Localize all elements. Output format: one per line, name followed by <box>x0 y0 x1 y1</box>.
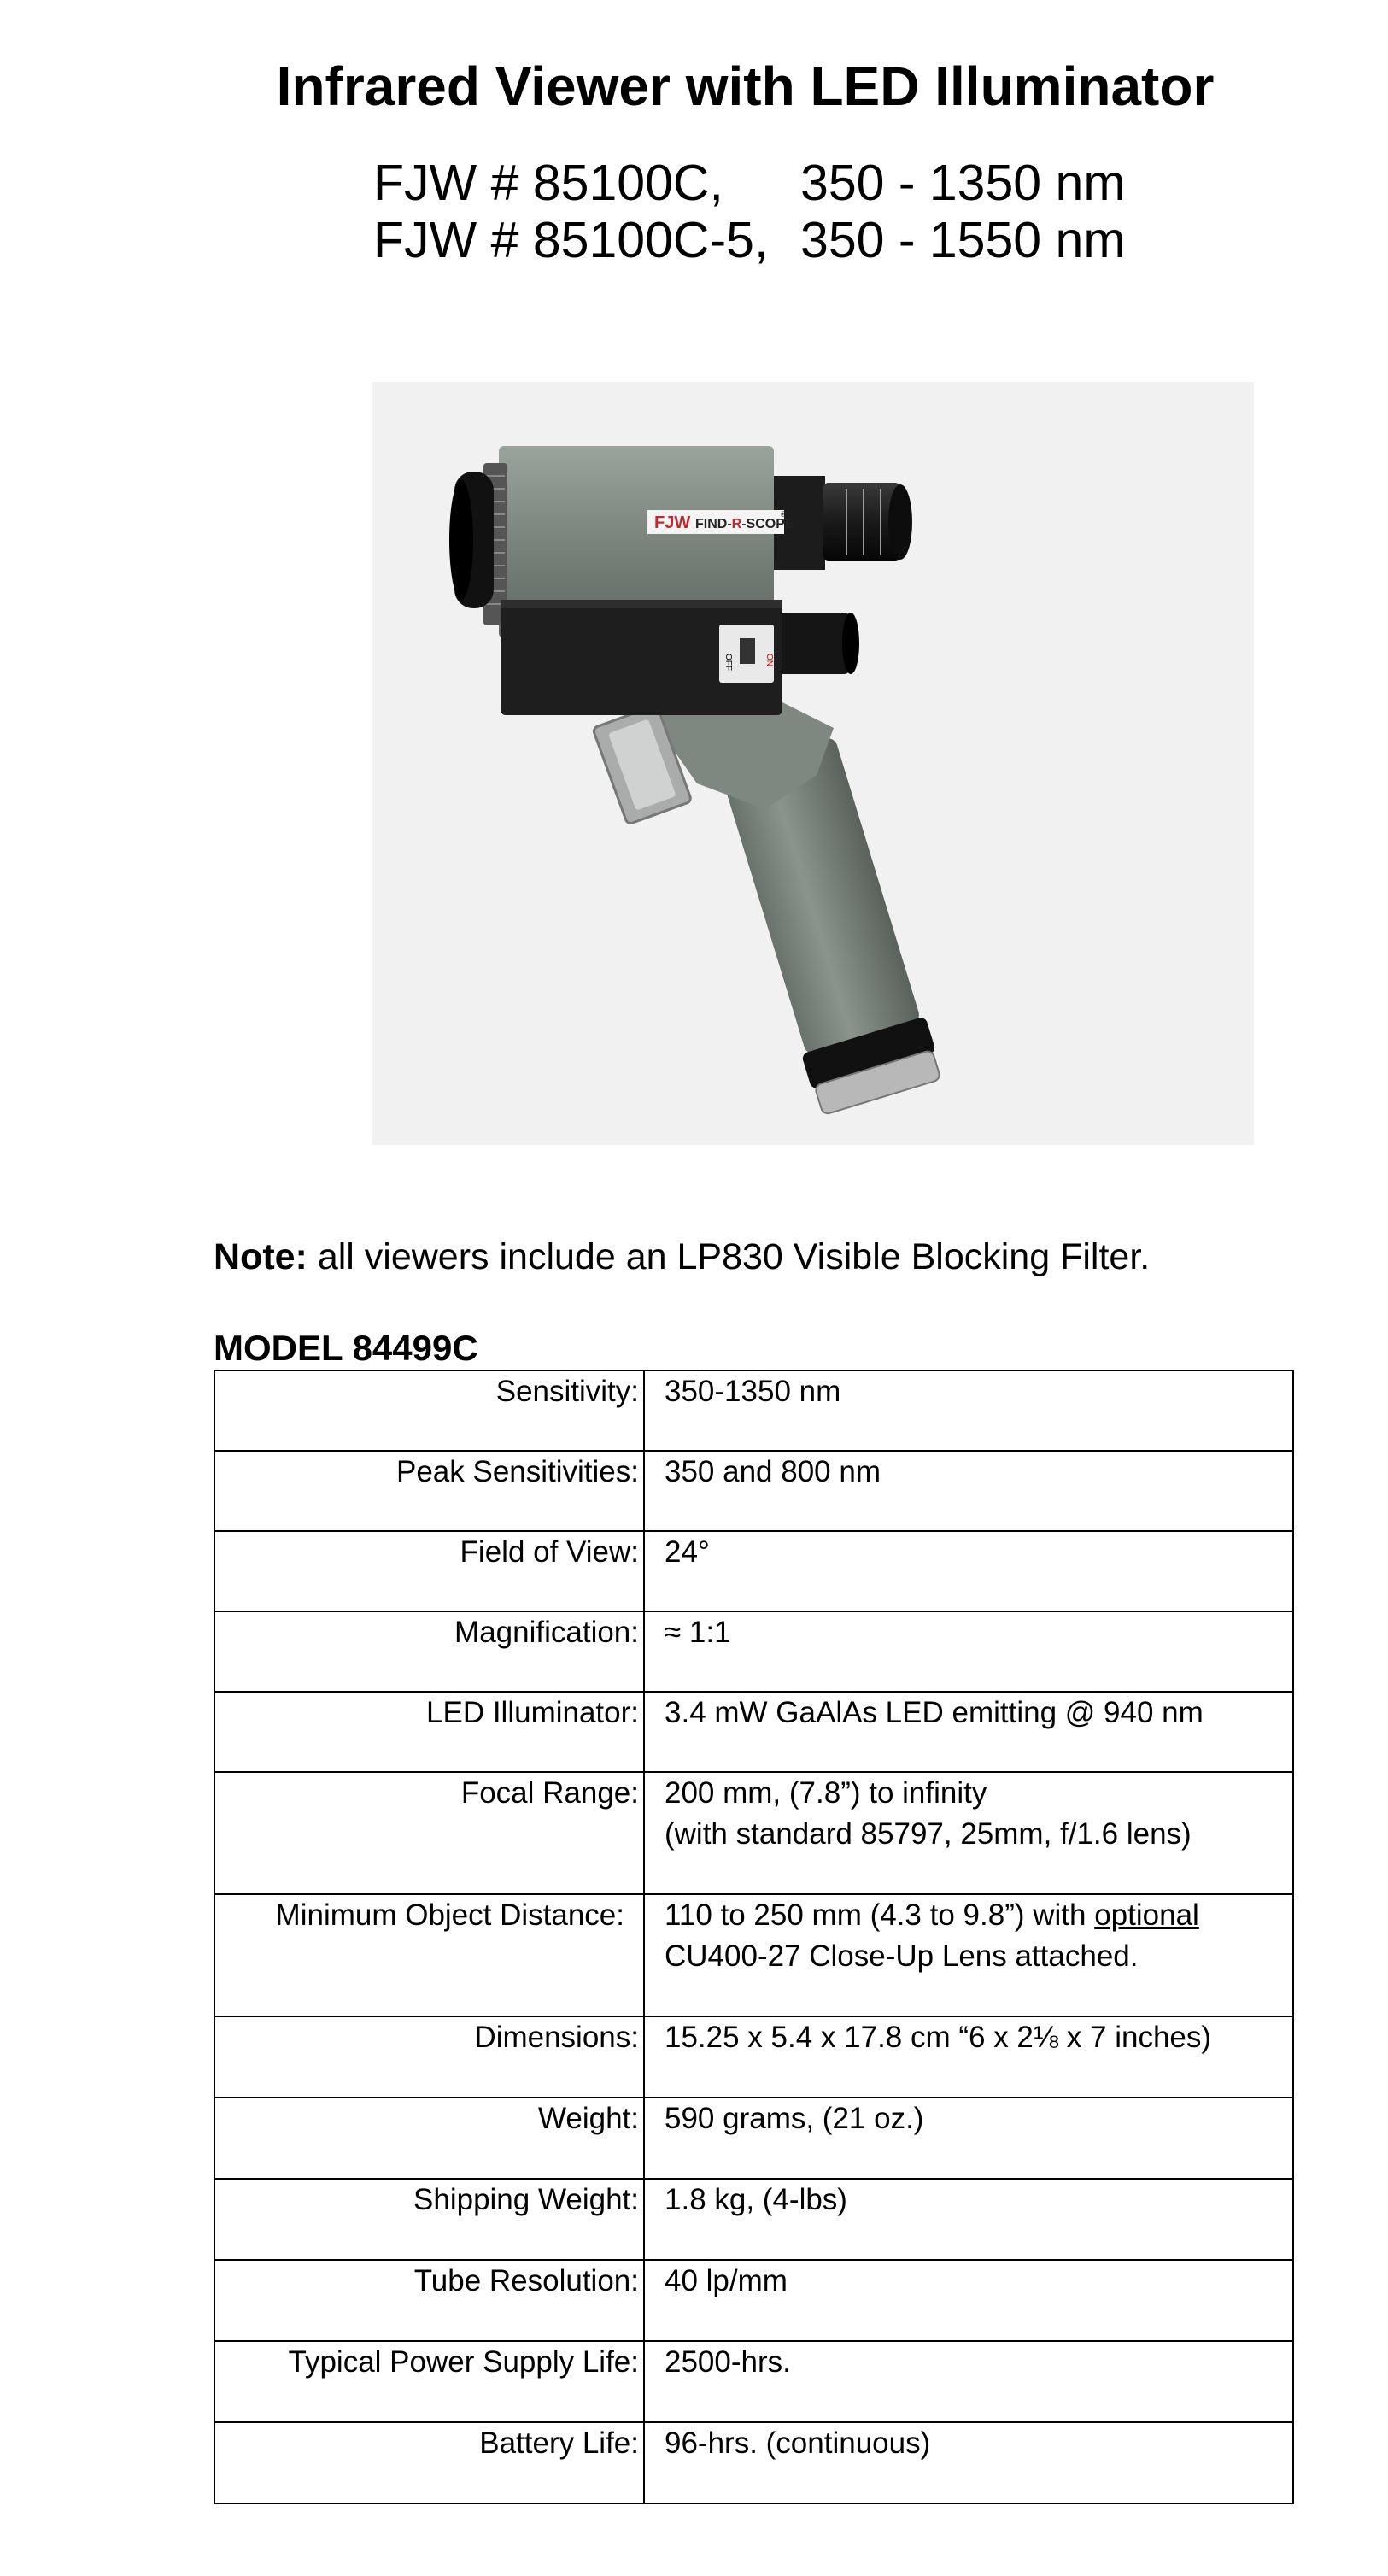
brand-label <box>647 510 794 534</box>
table-row <box>214 1370 1293 1451</box>
spec-label: Magnification: <box>214 1611 644 1692</box>
registered-mark: ® <box>781 510 787 519</box>
spec-table <box>214 1370 1294 2504</box>
spec-value: 24° <box>644 1531 1293 1611</box>
spec-value: 3.4 mW GaAlAs LED emitting @ 940 nm <box>644 1692 1293 1772</box>
spec-value: 590 grams, (21 oz.) <box>644 2098 1293 2179</box>
spec-value: 2500-hrs. <box>644 2341 1293 2422</box>
spec-label: Field of View: <box>214 1531 644 1611</box>
brand-find-r-scope: FIND-R-SCOPE <box>695 517 794 531</box>
spec-label: Focal Range: <box>214 1772 644 1894</box>
table-row <box>214 2016 1293 2098</box>
table-row <box>214 2098 1293 2179</box>
spec-value: 200 mm, (7.8”) to infinity (with standard 85797, 25mm, f/1.6 lens) <box>644 1772 1293 1894</box>
table-row <box>214 2341 1293 2422</box>
switch-off-label: OFF <box>723 654 733 671</box>
model-heading: MODEL 84499C <box>214 1328 478 1368</box>
table-row <box>214 2422 1293 2503</box>
table-row <box>214 1772 1293 1894</box>
spec-value: 40 lp/mm <box>644 2260 1293 2341</box>
power-switch[interactable] <box>740 638 755 664</box>
product-photo <box>372 382 1254 1145</box>
spec-label: Typical Power Supply Life: <box>214 2341 644 2422</box>
brand-fjw: FJW <box>654 513 691 532</box>
spec-label: Sensitivity: <box>214 1370 644 1451</box>
spec-label: Weight: <box>214 2098 644 2179</box>
table-row <box>214 1692 1293 1772</box>
wavelength-range: 350 - 1350 nm <box>800 155 1126 211</box>
spec-value: 1.8 kg, (4-lbs) <box>644 2179 1293 2260</box>
table-row <box>214 2260 1293 2341</box>
spec-label: Dimensions: <box>214 2016 644 2098</box>
spec-label: Tube Resolution: <box>214 2260 644 2341</box>
spec-label: Minimum Object Distance: <box>214 1894 644 2016</box>
wavelength-range: 350 - 1550 nm <box>800 212 1126 268</box>
spec-label: Battery Life: <box>214 2422 644 2503</box>
table-row <box>214 1451 1293 1531</box>
page-title: Infrared Viewer with LED Illuminator <box>276 56 1215 117</box>
spec-value: 96-hrs. (continuous) <box>644 2422 1293 2503</box>
infrared-viewer-illustration <box>372 382 1254 1145</box>
spec-value: ≈ 1:1 <box>644 1611 1293 1692</box>
note-label: Note: <box>214 1236 307 1277</box>
spec-value: 350-1350 nm <box>644 1370 1293 1451</box>
switch-on-label: ON <box>764 654 774 666</box>
note-text: all viewers include an LP830 Visible Blocking Filter. <box>307 1236 1151 1277</box>
filter-note <box>214 1235 1150 1279</box>
table-row <box>214 2179 1293 2260</box>
optional-underlined: optional <box>1094 1898 1199 1932</box>
spec-label: LED Illuminator: <box>214 1692 644 1772</box>
model-number: FJW # 85100C, <box>373 155 723 211</box>
spec-value: 350 and 800 nm <box>644 1451 1293 1531</box>
table-row <box>214 1611 1293 1692</box>
model-number: FJW # 85100C-5, <box>373 212 769 268</box>
table-row <box>214 1894 1293 2016</box>
spec-label: Shipping Weight: <box>214 2179 644 2260</box>
spec-label: Peak Sensitivities: <box>214 1451 644 1531</box>
spec-value: 15.25 x 5.4 x 17.8 cm “6 x 2⅛ x 7 inches) <box>644 2016 1293 2098</box>
spec-value: 110 to 250 mm (4.3 to 9.8”) with optional CU400-27 Close-Up Lens attached. <box>644 1894 1293 2016</box>
table-row <box>214 1531 1293 1611</box>
